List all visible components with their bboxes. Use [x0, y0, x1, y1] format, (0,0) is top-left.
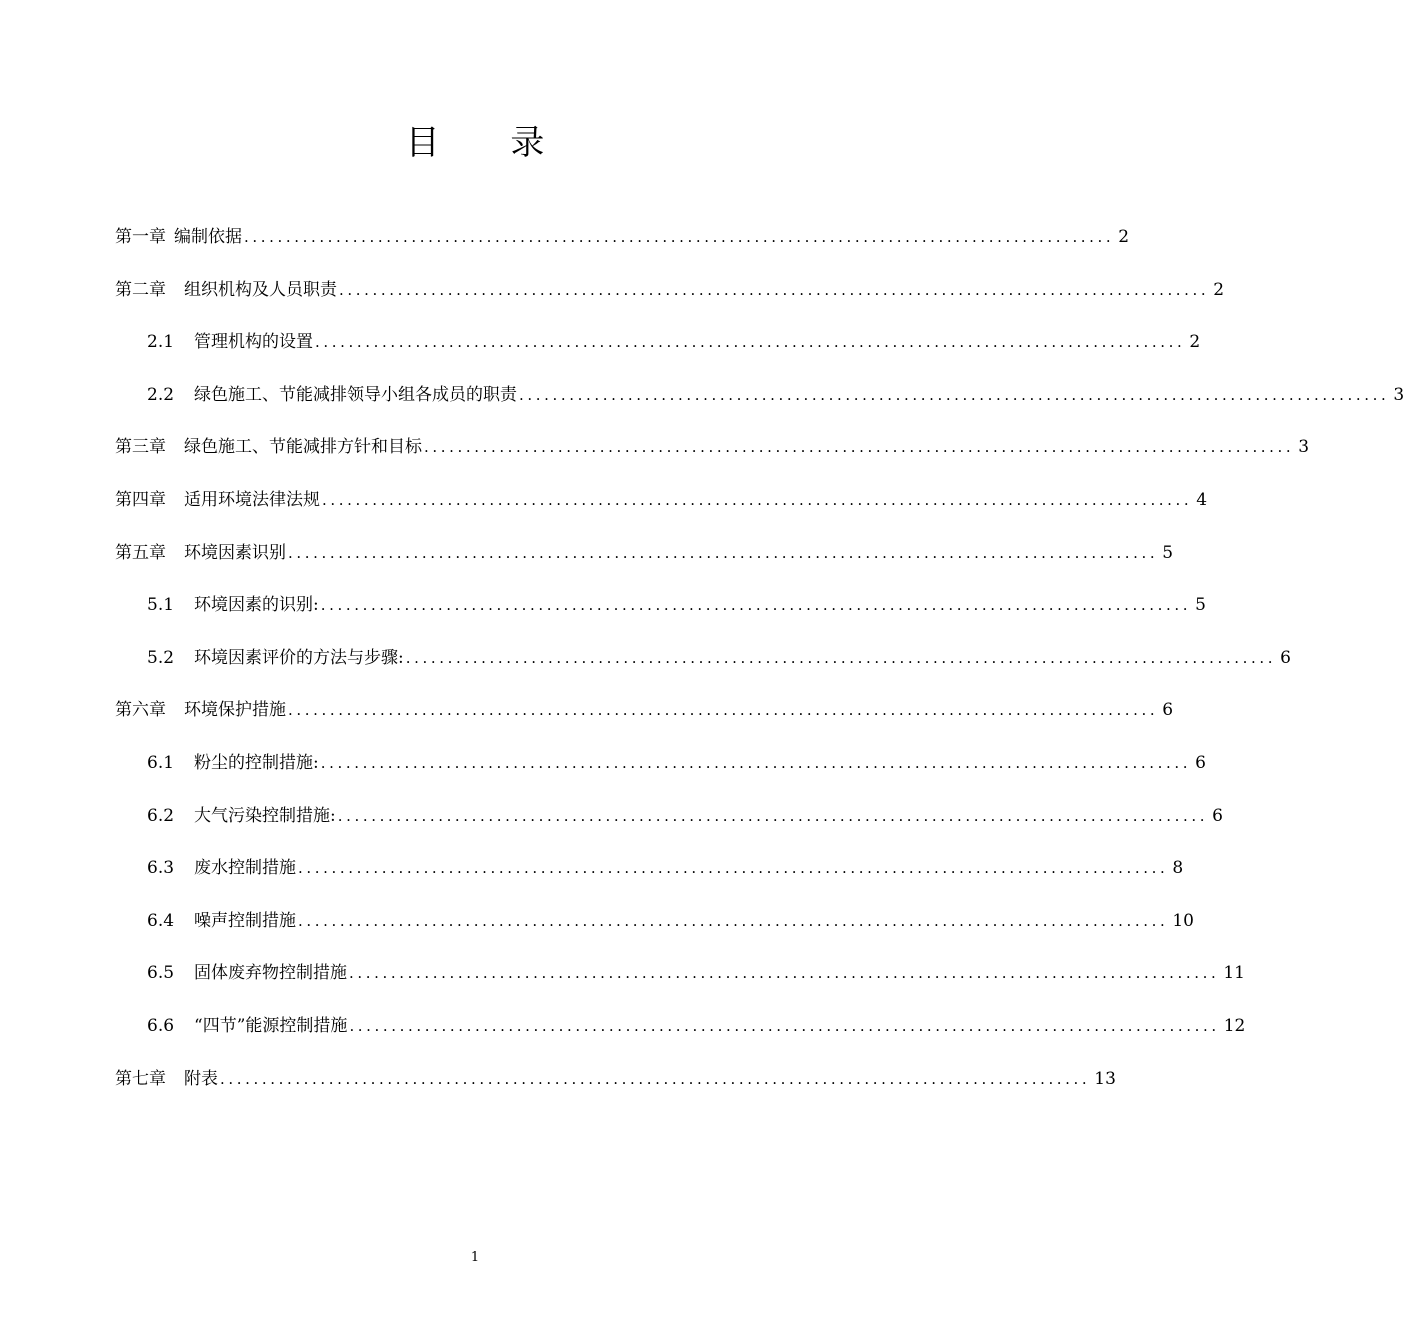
toc-entry-label: 环境保护措施 — [184, 700, 286, 721]
toc-entry-label: “四节”能源控制措施 — [194, 1015, 348, 1036]
toc-dot-leader: ........................................................................................................ — [339, 280, 1210, 299]
toc-entry[interactable] — [115, 590, 1206, 643]
toc-entry-number: 2.2 — [147, 384, 175, 405]
toc-entry[interactable] — [115, 958, 1245, 1011]
toc-title: 目 录 — [405, 123, 575, 163]
toc-entry-page: 3 — [1298, 437, 1310, 458]
toc-entry-page: 12 — [1223, 1015, 1246, 1036]
toc-entry-page: 6 — [1195, 752, 1206, 773]
toc-entry-label: 噪声控制措施 — [194, 910, 297, 931]
toc-dot-leader: ........................................................................................................ — [349, 1016, 1220, 1035]
toc-entry-page: 2 — [1118, 227, 1130, 247]
toc-entry[interactable] — [115, 853, 1184, 906]
toc-entry-label: 编制依据 — [174, 227, 242, 247]
toc-entry-number: 6.6 — [147, 1015, 175, 1036]
toc-entry[interactable] — [115, 222, 1130, 275]
toc-entry[interactable] — [115, 643, 1291, 696]
toc-entry-number: 6.4 — [147, 910, 175, 931]
toc-entry-number: 6.2 — [147, 805, 175, 826]
toc-dot-leader: ........................................................................................................ — [519, 385, 1390, 404]
toc-entry-label: 大气污染控制措施: — [194, 805, 336, 826]
toc-entry-page: 11 — [1223, 963, 1245, 984]
toc-entry[interactable] — [115, 1064, 1116, 1117]
toc-entry-number: 2.1 — [147, 332, 175, 353]
toc-dot-leader: ........................................................................................................ — [315, 333, 1186, 352]
toc-entry[interactable] — [115, 906, 1194, 959]
toc-entry[interactable] — [115, 538, 1174, 591]
toc-entry-page: 13 — [1094, 1068, 1116, 1089]
toc-entry-page: 2 — [1213, 279, 1225, 300]
toc-entry-number: 第六章 — [115, 700, 166, 721]
toc-entry-label: 固体废弃物控制措施 — [194, 963, 348, 984]
toc-entry-page: 2 — [1189, 332, 1201, 353]
toc-entry-number: 第七章 — [115, 1068, 166, 1089]
toc-dot-leader: ........................................................................................................ — [337, 806, 1209, 825]
toc-entry[interactable] — [115, 485, 1208, 538]
toc-entry-page: 10 — [1172, 910, 1194, 931]
toc-entry-label: 组织机构及人员职责 — [184, 279, 337, 300]
toc-entry-page: 4 — [1196, 489, 1208, 510]
toc-entry-page: 6 — [1212, 805, 1223, 826]
toc-entry-number: 第二章 — [115, 279, 166, 300]
toc-dot-leader: ........................................................................................................ — [298, 911, 1169, 930]
toc-entry-label: 环境因素的识别: — [194, 595, 319, 616]
toc-entry-page: 8 — [1172, 858, 1184, 879]
toc-entry[interactable] — [115, 432, 1310, 485]
page-number: 1 — [470, 1250, 480, 1265]
toc-entry-page: 5 — [1162, 542, 1174, 563]
toc-entry-number: 6.1 — [147, 752, 175, 773]
toc-entry-number: 第三章 — [115, 437, 166, 458]
toc-entry-label: 环境因素识别 — [184, 542, 286, 563]
toc-entry-number: 第一章 — [115, 227, 166, 247]
toc-entry[interactable] — [115, 327, 1201, 380]
toc-entry-number: 6.3 — [147, 858, 175, 879]
toc-dot-leader: ........................................................................................................ — [322, 490, 1193, 509]
toc-dot-leader: ........................................................................................................ — [424, 438, 1295, 457]
toc-entry[interactable] — [115, 1011, 1246, 1064]
toc-entry[interactable] — [115, 380, 1404, 433]
toc-entry-label: 绿色施工、节能减排领导小组各成员的职责 — [194, 384, 518, 405]
toc-entry[interactable] — [115, 801, 1223, 854]
toc-dot-leader: ........................................................................................................ — [220, 1069, 1091, 1088]
toc-dot-leader: ........................................................................................................ — [298, 859, 1169, 878]
toc-entry-page: 6 — [1280, 647, 1291, 668]
toc-list — [115, 222, 1404, 1116]
toc-entry-number: 6.5 — [147, 963, 175, 984]
toc-dot-leader: ........................................................................................................ — [320, 753, 1192, 772]
toc-entry-page: 6 — [1162, 700, 1174, 721]
toc-dot-leader: ........................................................................................................ — [320, 596, 1192, 615]
toc-entry[interactable] — [115, 275, 1225, 328]
toc-dot-leader: ........................................................................................................ — [349, 964, 1220, 983]
toc-entry-label: 管理机构的设置 — [194, 332, 314, 353]
toc-dot-leader: ........................................................................................................ — [288, 701, 1159, 720]
toc-entry-label: 环境因素评价的方法与步骤: — [194, 647, 404, 668]
toc-entry-number: 5.1 — [147, 595, 175, 616]
toc-entry-page: 5 — [1195, 595, 1206, 616]
toc-entry-number: 第四章 — [115, 489, 166, 510]
toc-entry-label: 附表 — [184, 1068, 218, 1089]
toc-entry[interactable] — [115, 695, 1174, 748]
toc-entry-label: 适用环境法律法规 — [184, 489, 320, 510]
toc-entry-number: 第五章 — [115, 542, 166, 563]
toc-entry-label: 绿色施工、节能减排方针和目标 — [184, 437, 422, 458]
toc-entry[interactable] — [115, 748, 1206, 801]
toc-entry-label: 废水控制措施 — [194, 858, 297, 879]
toc-entry-page: 3 — [1393, 384, 1404, 405]
toc-entry-label: 粉尘的控制措施: — [194, 752, 319, 773]
toc-dot-leader: ........................................................................................................ — [405, 648, 1277, 667]
toc-entry-number: 5.2 — [147, 647, 175, 668]
toc-dot-leader: ........................................................................................................ — [244, 228, 1115, 246]
toc-dot-leader: ........................................................................................................ — [288, 543, 1159, 562]
